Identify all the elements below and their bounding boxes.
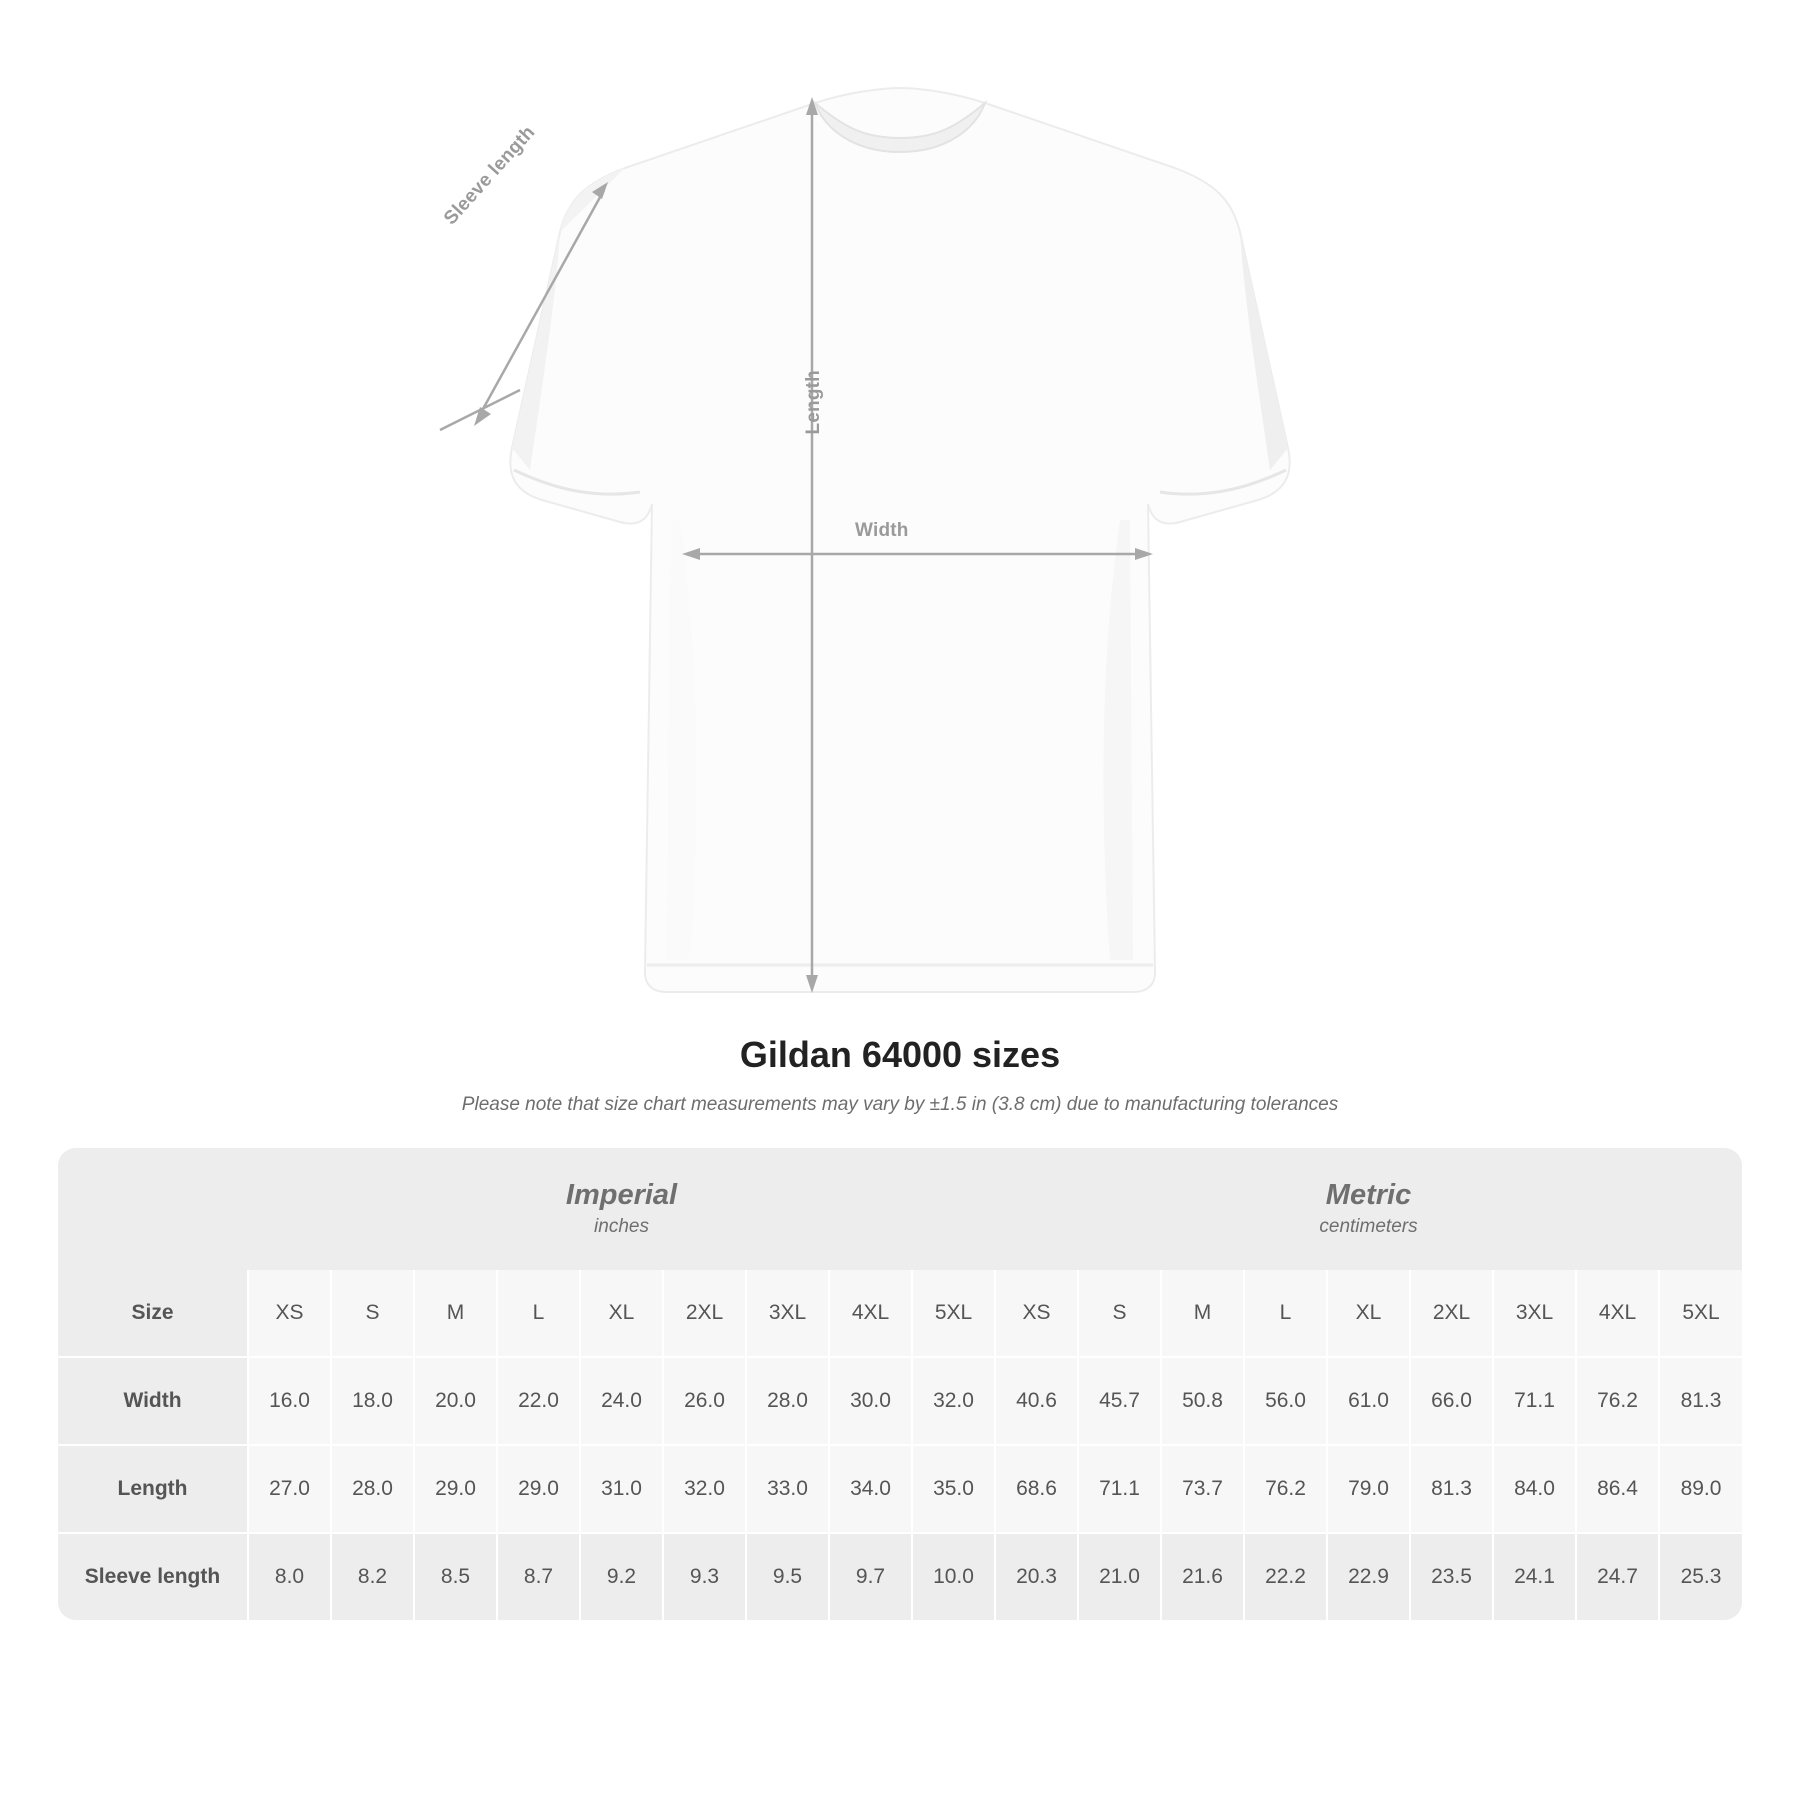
table-row: [58, 1533, 1742, 1620]
unit-group-imperial-unit: inches: [594, 1215, 649, 1237]
cell-sleeve: 9.7: [829, 1533, 912, 1620]
cell-width: 30.0: [829, 1357, 912, 1445]
cell-length: 81.3: [1410, 1445, 1493, 1533]
cell-sleeve: 20.3: [995, 1533, 1078, 1620]
cell-sleeve: 21.0: [1078, 1533, 1161, 1620]
row-label-sleeve-length: Sleeve length: [58, 1533, 248, 1620]
cell-width: 28.0: [746, 1357, 829, 1445]
cell-width: 81.3: [1659, 1357, 1742, 1445]
cell-length: 29.0: [414, 1445, 497, 1533]
cell-width: 20.0: [414, 1357, 497, 1445]
size-col-header: M: [1161, 1270, 1244, 1357]
size-col-header: M: [414, 1270, 497, 1357]
cell-sleeve: 9.3: [663, 1533, 746, 1620]
size-col-header: 2XL: [663, 1270, 746, 1357]
cell-sleeve: 8.7: [497, 1533, 580, 1620]
sleeve-length-label: Sleeve length: [440, 122, 540, 230]
cell-length: 73.7: [1161, 1445, 1244, 1533]
width-label: Width: [855, 520, 909, 541]
cell-length: 28.0: [331, 1445, 414, 1533]
cell-length: 34.0: [829, 1445, 912, 1533]
cell-width: 61.0: [1327, 1357, 1410, 1445]
size-row-header-label: Size: [58, 1270, 248, 1357]
cell-sleeve: 24.1: [1493, 1533, 1576, 1620]
size-col-header: 5XL: [1659, 1270, 1742, 1357]
unit-group-row: [58, 1148, 1742, 1270]
size-col-header: S: [331, 1270, 414, 1357]
size-col-header: 4XL: [1576, 1270, 1659, 1357]
cell-length: 68.6: [995, 1445, 1078, 1533]
cell-width: 56.0: [1244, 1357, 1327, 1445]
cell-sleeve: 9.2: [580, 1533, 663, 1620]
cell-length: 29.0: [497, 1445, 580, 1533]
length-label: Length: [803, 370, 824, 435]
size-col-header: L: [497, 1270, 580, 1357]
cell-width: 26.0: [663, 1357, 746, 1445]
unit-group-metric-name: Metric: [1325, 1178, 1412, 1211]
cell-length: 71.1: [1078, 1445, 1161, 1533]
size-col-header: 2XL: [1410, 1270, 1493, 1357]
cell-width: 24.0: [580, 1357, 663, 1445]
cell-length: 76.2: [1244, 1445, 1327, 1533]
cell-sleeve: 22.2: [1244, 1533, 1327, 1620]
cell-length: 89.0: [1659, 1445, 1742, 1533]
cell-width: 32.0: [912, 1357, 995, 1445]
cell-sleeve: 24.7: [1576, 1533, 1659, 1620]
cell-width: 71.1: [1493, 1357, 1576, 1445]
size-table-container: [58, 1148, 1742, 1620]
cell-width: 66.0: [1410, 1357, 1493, 1445]
cell-length: 31.0: [580, 1445, 663, 1533]
size-header-row: [58, 1270, 1742, 1357]
size-col-header: XS: [995, 1270, 1078, 1357]
cell-sleeve: 10.0: [912, 1533, 995, 1620]
unit-spacer-cell: [58, 1148, 248, 1270]
size-table: [58, 1148, 1742, 1620]
cell-sleeve: 22.9: [1327, 1533, 1410, 1620]
cell-width: 18.0: [331, 1357, 414, 1445]
tolerance-note: Please note that size chart measurements may vary by ±1.5 in (3.8 cm) due to manufacturing tolerances: [461, 1094, 1339, 1115]
unit-group-metric: [995, 1148, 1742, 1270]
unit-group-imperial: [248, 1148, 995, 1270]
cell-length: 27.0: [248, 1445, 331, 1533]
cell-sleeve: 8.5: [414, 1533, 497, 1620]
cell-width: 50.8: [1161, 1357, 1244, 1445]
cell-width: 22.0: [497, 1357, 580, 1445]
size-col-header: XS: [248, 1270, 331, 1357]
unit-group-metric-unit: centimeters: [1319, 1215, 1418, 1237]
cell-sleeve: 8.2: [331, 1533, 414, 1620]
cell-sleeve: 23.5: [1410, 1533, 1493, 1620]
cell-sleeve: 9.5: [746, 1533, 829, 1620]
cell-length: 84.0: [1493, 1445, 1576, 1533]
size-col-header: S: [1078, 1270, 1161, 1357]
cell-length: 33.0: [746, 1445, 829, 1533]
sleeve-end-tick: [440, 390, 520, 430]
cell-width: 16.0: [248, 1357, 331, 1445]
size-col-header: 3XL: [746, 1270, 829, 1357]
cell-length: 35.0: [912, 1445, 995, 1533]
size-col-header: L: [1244, 1270, 1327, 1357]
page-title: Gildan 64000 sizes: [739, 1034, 1061, 1075]
cell-width: 45.7: [1078, 1357, 1161, 1445]
row-label-length: Length: [58, 1445, 248, 1533]
cell-sleeve: 8.0: [248, 1533, 331, 1620]
size-col-header: XL: [1327, 1270, 1410, 1357]
size-col-header: 3XL: [1493, 1270, 1576, 1357]
table-row: [58, 1357, 1742, 1445]
size-col-header: 4XL: [829, 1270, 912, 1357]
unit-group-imperial-name: Imperial: [565, 1178, 678, 1211]
size-col-header: XL: [580, 1270, 663, 1357]
cell-length: 32.0: [663, 1445, 746, 1533]
cell-sleeve: 25.3: [1659, 1533, 1742, 1620]
cell-sleeve: 21.6: [1161, 1533, 1244, 1620]
table-row: [58, 1445, 1742, 1533]
cell-width: 40.6: [995, 1357, 1078, 1445]
size-col-header: 5XL: [912, 1270, 995, 1357]
cell-length: 86.4: [1576, 1445, 1659, 1533]
cell-width: 76.2: [1576, 1357, 1659, 1445]
cell-length: 79.0: [1327, 1445, 1410, 1533]
row-label-width: Width: [58, 1357, 248, 1445]
